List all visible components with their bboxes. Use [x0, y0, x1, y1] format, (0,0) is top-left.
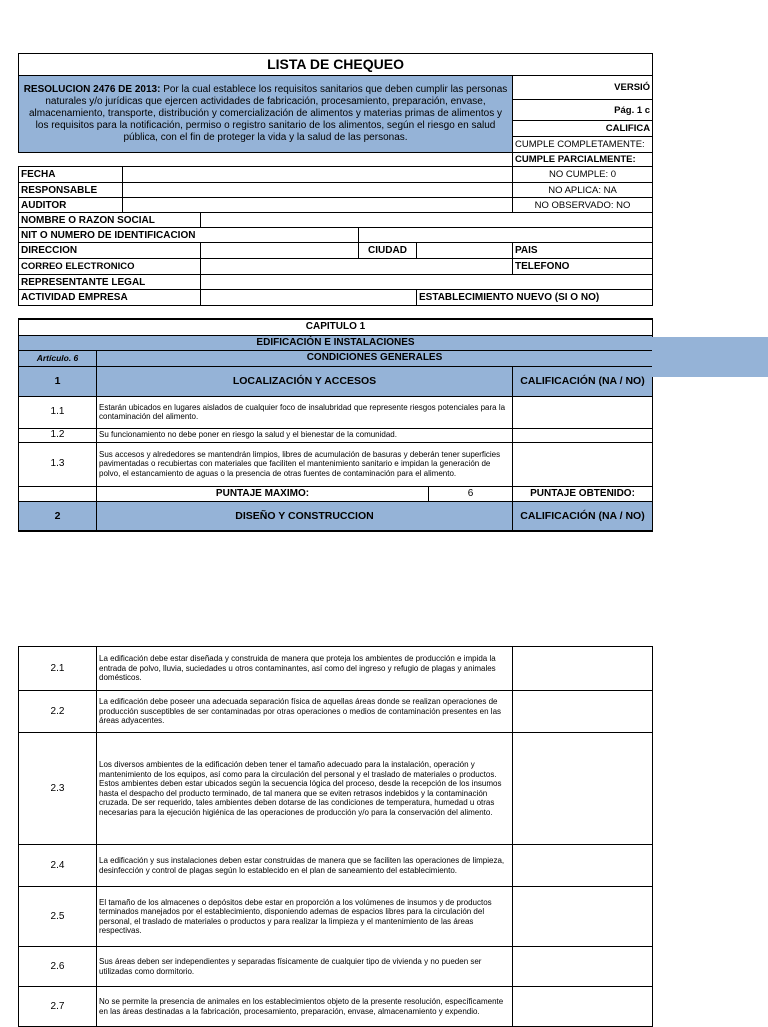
cumple-completamente-label: CUMPLE COMPLETAMENTE: — [513, 137, 653, 153]
header-gap — [19, 153, 513, 167]
representante-label: REPRESENTANTE LEGAL — [19, 275, 201, 290]
direccion-label: DIRECCION — [19, 243, 201, 259]
item-text: No se permite la presencia de animales en los establecimientos objeto de la presente resolución, específicamente en las áreas destinadas a la fabricación, procesamiento, preparación, envase, almacenamiento y expendio. — [97, 987, 513, 1027]
document-title: LISTA DE CHEQUEO — [19, 54, 653, 76]
resolution-number: RESOLUCION 2476 DE 2013: — [23, 84, 161, 95]
puntaje-maximo-value: 6 — [429, 486, 513, 501]
responsable-label: RESPONSABLE — [19, 183, 123, 198]
nombre-field[interactable] — [201, 213, 653, 228]
item-number: 2.3 — [19, 733, 97, 845]
puntaje-maximo-label: PUNTAJE MAXIMO: — [97, 486, 429, 501]
score-cell[interactable] — [513, 647, 653, 691]
item-number: 2.6 — [19, 947, 97, 987]
checklist-header — [18, 53, 653, 306]
auditor-label: AUDITOR — [19, 198, 123, 213]
page-label: Pág. 1 c — [513, 100, 653, 121]
item-number: 2.4 — [19, 845, 97, 887]
score-cell[interactable] — [513, 733, 653, 845]
score-cell[interactable] — [513, 396, 653, 428]
score-cell[interactable] — [513, 428, 653, 442]
score-cell[interactable] — [513, 691, 653, 733]
resolution-text — [19, 76, 513, 153]
version-label: VERSIÓ — [513, 76, 653, 100]
item-text: Los diversos ambientes de la edificación deben tener el tamaño adecuado para la instalación, operación y mantenimiento de los equipos, así como para la circulación del personal y el traslado de materiales o productos. Estos ambientes deben estar ubicados según la secuencia lógica del proceso, desde la recepción de los insumos hasta el despacho del producto terminado, de tal manera que se eviten retrasos indebidos y la contaminación cruzada. De ser requerido, tales ambientes deben dotarse de las condiciones de temperatura, humedad u otras necesarias para la ejecución higiénica de las operaciones de producción y/o para la conservación del alimento. — [97, 733, 513, 845]
section-title-localizacion: LOCALIZACIÓN Y ACCESOS — [97, 366, 513, 396]
direccion-field[interactable] — [201, 243, 359, 259]
item-number: 1.1 — [19, 396, 97, 428]
calificacion-label: CALIFICA — [513, 121, 653, 137]
no-aplica-label: NO APLICA: NA — [513, 183, 653, 198]
fecha-field[interactable] — [123, 167, 513, 183]
item-number: 2.5 — [19, 887, 97, 947]
section-number: 2 — [19, 501, 97, 531]
score-cell[interactable] — [513, 987, 653, 1027]
item-number: 2.7 — [19, 987, 97, 1027]
highlight-fill — [652, 337, 768, 377]
item-number: 2.2 — [19, 691, 97, 733]
representante-field[interactable] — [201, 275, 653, 290]
capitulo-title: CAPITULO 1 — [19, 319, 653, 335]
no-observado-label: NO OBSERVADO: NO — [513, 198, 653, 213]
design-items-table — [18, 646, 653, 1027]
empty-cell — [19, 486, 97, 501]
correo-label: CORREO ELECTRONICO — [19, 259, 201, 275]
correo-field[interactable] — [201, 259, 513, 275]
item-text: Sus áreas deben ser independientes y separadas físicamente de cualquier tipo de vivienda y no pueden ser utilizadas como dormitorio. — [97, 947, 513, 987]
section-title-diseno: DISEÑO Y CONSTRUCCION — [97, 501, 513, 531]
pais-label: PAIS — [513, 243, 653, 259]
no-cumple-label: NO CUMPLE: 0 — [513, 167, 653, 183]
item-text: Sus accesos y alrededores se mantendrán limpios, libres de acumulación de basuras y deberán tener superficies pavimentadas o recubiertas con materiales que faciliten el mantenimiento sanitario e impidan la generación de polvo, el estancamiento de aguas o la presencia de otras fuentes de contaminación para el alimento. — [97, 442, 513, 486]
nit-label: NIT O NUMERO DE IDENTIFICACION — [19, 228, 359, 243]
ciudad-label: CIUDAD — [359, 243, 417, 259]
calificacion-header: CALIFICACIÓN (NA / NO) — [513, 366, 653, 396]
item-text: La edificación y sus instalaciones deben estar construidas de manera que se faciliten las operaciones de limpieza, desinfección y control de plagas según lo establecido en el plan de saneamiento del establecimiento. — [97, 845, 513, 887]
item-text: La edificación debe estar diseñada y construida de manera que proteja los ambientes de producción e impida la entrada de polvo, lluvia, suciedades u otros contaminantes, así como del ingreso y refugio de plagas y animales domésticos. — [97, 647, 513, 691]
ciudad-field[interactable] — [417, 243, 513, 259]
actividad-label: ACTIVIDAD EMPRESA — [19, 290, 201, 306]
item-text: El tamaño de los almacenes o depósitos debe estar en proporción a los volúmenes de insumos y de productos terminados manejados por el establecimiento, disponiendo ademas de espacios libres para la circulación del personal, el traslado de materiales o productos y para realizar la limpieza y el mantenimiento de las áreas respectivas. — [97, 887, 513, 947]
item-text: Estarán ubicados en lugares aislados de cualquier foco de insalubridad que represente riesgos potenciales para la contaminación del alimento. — [97, 396, 513, 428]
item-text: La edificación debe poseer una adecuada separación física de aquellas áreas donde se realizan operaciones de producción susceptibles de ser contaminadas por otras operaciones o medios de contaminación presentes en las áreas adyacentes. — [97, 691, 513, 733]
responsable-field[interactable] — [123, 183, 513, 198]
auditor-field[interactable] — [123, 198, 513, 213]
score-cell[interactable] — [513, 947, 653, 987]
score-cell[interactable] — [513, 442, 653, 486]
item-number: 1.3 — [19, 442, 97, 486]
telefono-label: TELEFONO — [513, 259, 653, 275]
score-cell[interactable] — [513, 845, 653, 887]
score-cell[interactable] — [513, 887, 653, 947]
fecha-label: FECHA — [19, 167, 123, 183]
section-number: 1 — [19, 366, 97, 396]
item-number: 2.1 — [19, 647, 97, 691]
chapter-name: EDIFICACIÓN E INSTALACIONES — [19, 335, 653, 350]
item-number: 1.2 — [19, 428, 97, 442]
actividad-field[interactable] — [201, 290, 417, 306]
establecimiento-label: ESTABLECIMIENTO NUEVO (SI O NO) — [417, 290, 653, 306]
chapter-table — [18, 318, 653, 532]
nombre-label: NOMBRE O RAZON SOCIAL — [19, 213, 201, 228]
condiciones-generales: CONDICIONES GENERALES — [97, 350, 653, 366]
item-text: Su funcionamiento no debe poner en riesgo la salud y el bienestar de la comunidad. — [97, 428, 513, 442]
articulo-label: Artículo. 6 — [19, 350, 97, 366]
calificacion-header: CALIFICACIÓN (NA / NO) — [513, 501, 653, 531]
resolution-description: Por la cual establece los requisitos sanitarios que deben cumplir las personas naturales y/o jurídicas que ejercen actividades de fabricación, procesamiento, preparación, envase, almacenamiento, transporte, distribución y comercialización de alimentos y materias primas de alimentos y los requisitos para la notificación, permiso o registro sanitario de los alimentos, según el riesgo en salud pública, con el fin de proteger la vida y la salud de las personas. — [29, 84, 508, 143]
nit-field[interactable] — [359, 228, 653, 243]
puntaje-obtenido-label: PUNTAJE OBTENIDO: — [513, 486, 653, 501]
cumple-parcialmente-label: CUMPLE PARCIALMENTE: — [513, 153, 653, 167]
